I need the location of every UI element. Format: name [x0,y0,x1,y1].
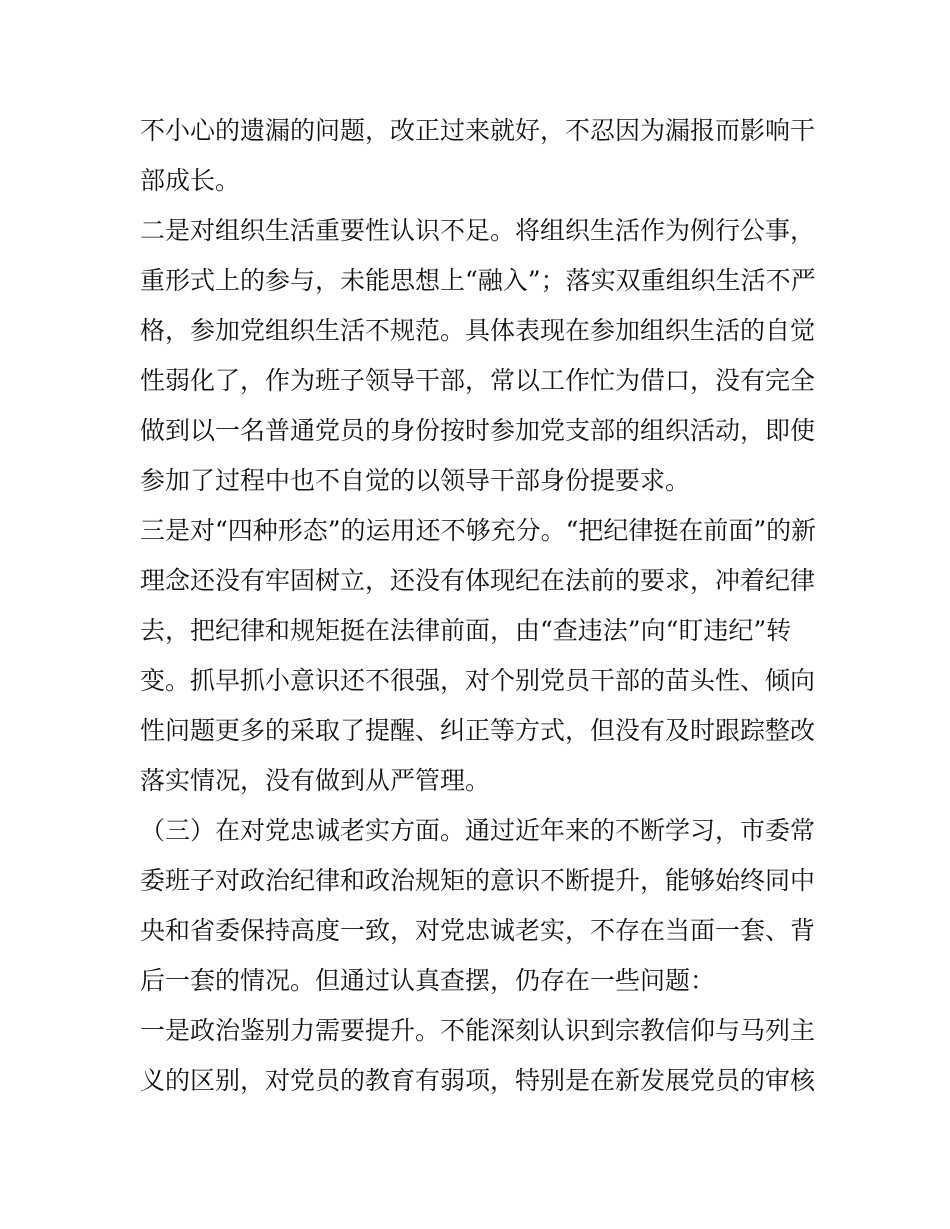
text-line-18: 后一套的情况。但通过认真查摆，仍存在一些问题： [140,966,716,995]
text-line-1: 不小心的遗漏的问题，改正过来就好，不忍因为漏报而影响干 [140,116,816,145]
text-line-16: 委班子对政治纪律和政治规矩的意识不断提升，能够始终同中 [140,866,816,895]
document-body [140,106,820,1106]
text-line-11: 去，把纪律和规矩挺在法律前面，由“查违法”向“盯违纪”转 [140,616,792,645]
text-line-5: 格，参加党组织生活不规范。具体表现在参加组织生活的自觉 [140,316,816,345]
text-line-14: 落实情况，没有做到从严管理。 [140,766,491,795]
text-line-20: 义的区别，对党员的教育有弱项，特别是在新发展党员的审核 [140,1066,816,1095]
text-line-7: 做到以一名普通党员的身份按时参加党支部的组织活动，即使 [140,416,816,445]
text-line-15: （三）在对党忠诚老实方面。通过近年来的不断学习，市委常 [140,816,816,845]
text-line-9: 三是对“四种形态”的运用还不够充分。“把纪律挺在前面”的新 [140,516,817,545]
text-line-4: 重形式上的参与，未能思想上“融入”；落实双重组织生活不严 [140,266,816,295]
text-line-10: 理念还没有牢固树立，还没有体现纪在法前的要求，冲着纪律 [140,566,816,595]
text-line-2: 部成长。 [140,166,241,195]
text-line-3: 二是对组织生活重要性认识不足。将组织生活作为例行公事， [140,216,816,245]
text-line-8: 参加了过程中也不自觉的以领导干部身份提要求。 [140,466,691,495]
text-line-19: 一是政治鉴别力需要提升。不能深刻认识到宗教信仰与马列主 [140,1016,816,1045]
text-line-17: 央和省委保持高度一致，对党忠诚老实，不存在当面一套、背 [140,916,816,945]
text-line-12: 变。抓早抓小意识还不很强，对个别党员干部的苗头性、倾向 [140,666,816,695]
text-line-13: 性问题更多的采取了提醒、纠正等方式，但没有及时跟踪整改 [140,716,816,745]
text-line-6: 性弱化了，作为班子领导干部，常以工作忙为借口，没有完全 [140,366,816,395]
